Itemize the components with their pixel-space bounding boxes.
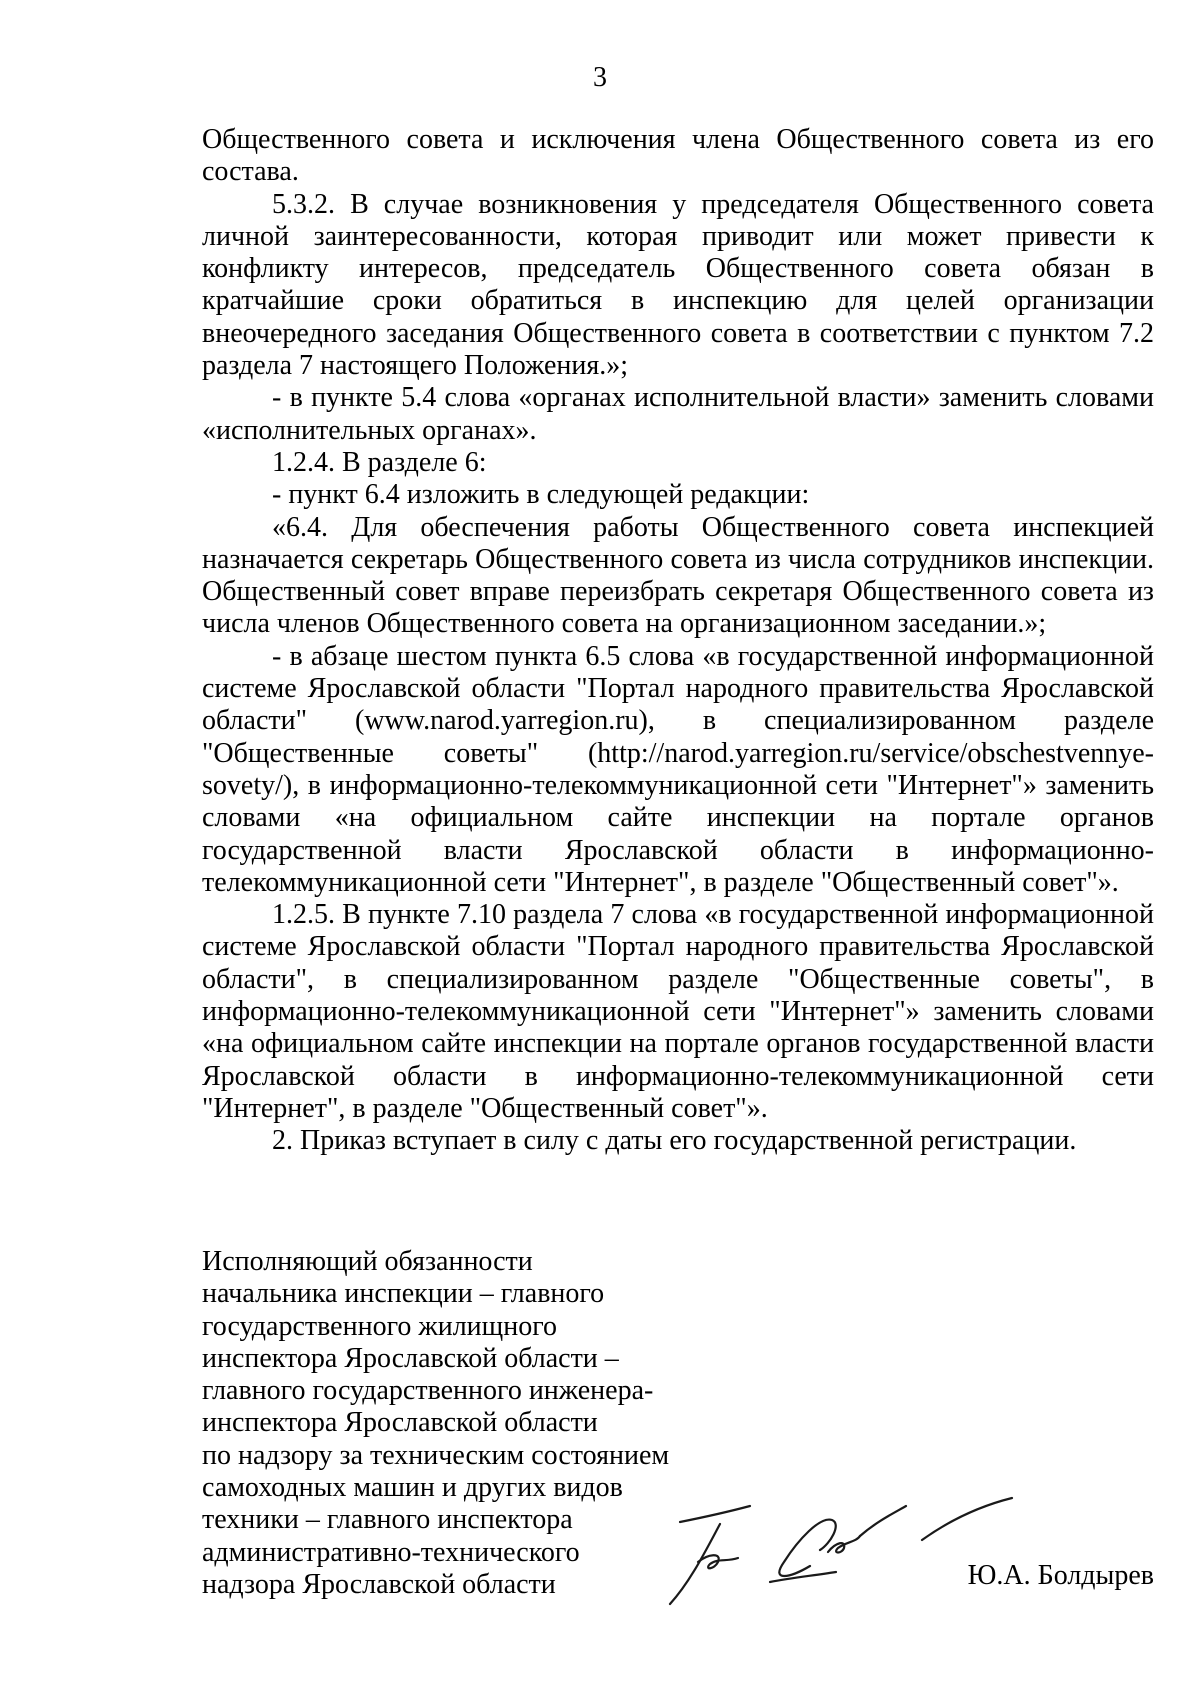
position-line: по надзору за техническим состоянием bbox=[202, 1439, 670, 1471]
position-line: государственного жилищного bbox=[202, 1310, 557, 1342]
paragraph-5-4-change: - в пункте 5.4 слова «органах исполнительной власти» заменить словами «исполнительных органах». bbox=[202, 382, 1154, 446]
position-line: административно-технического bbox=[202, 1536, 580, 1568]
position-line: начальника инспекции – главного bbox=[202, 1278, 605, 1310]
paragraph-6-4-text: «6.4. Для обеспечения работы Общественного совета инспекцией назначается секретарь Общественного совета из числа сотрудников инспекции. Общественный совет вправе переизбрать секретаря Общественного совета из числа членов Общественного совета на организационном заседании.»; bbox=[202, 511, 1154, 640]
signatory-position bbox=[202, 1246, 722, 1601]
position-line: самоходных машин и других видов bbox=[202, 1472, 623, 1504]
paragraph-continuation: Общественного совета и исключения члена Общественного совета из его состава. bbox=[202, 124, 1154, 188]
paragraph-6-5-change: - в абзаце шестом пункта 6.5 слова «в государственной информационной системе Ярославской области "Портал народного правительства Ярославской области" (www.narod.yarregion.ru), в специализированном разделе "Общественные советы" (http://narod.yarregion.ru/service/obschestvennye-sovety/), в информационно-телекоммуникационной сети "Интернет"» заменить словами «на официальном сайте инспекции на портале органов государственной власти Ярославской области в информационно-телекоммуникационной сети "Интернет", в разделе "Общественный совет"». bbox=[202, 640, 1154, 898]
paragraph-1-2-5: 1.2.5. В пункте 7.10 раздела 7 слова «в государственной информационной системе Ярославской области "Портал народного правительства Ярославской области", в специализированном разделе "Общественные советы", в информационно-телекоммуникационной сети "Интернет"» заменить словами «на официальном сайте инспекции на портале органов государственной власти Ярославской области в информационно-телекоммуникационной сети "Интернет", в разделе "Общественный совет"». bbox=[202, 899, 1154, 1124]
paragraph-2-entry-into-force: 2. Приказ вступает в силу с даты его государственной регистрации. bbox=[272, 1125, 1077, 1157]
document-body bbox=[202, 124, 1154, 1158]
position-line: надзора Ярославской области bbox=[202, 1568, 556, 1600]
paragraph-1-2-4: 1.2.4. В разделе 6: bbox=[272, 446, 487, 478]
position-line: Исполняющий обязанности bbox=[202, 1246, 533, 1277]
handwritten-signature bbox=[660, 1492, 1060, 1612]
paragraph-6-4-intro: - пункт 6.4 изложить в следующей редакции: bbox=[272, 479, 810, 511]
position-line: главного государственного инженера- bbox=[202, 1375, 654, 1407]
position-line: техники – главного инспектора bbox=[202, 1504, 573, 1536]
position-line: инспектора Ярославской области bbox=[202, 1407, 598, 1439]
paragraph-5-3-2: 5.3.2. В случае возникновения у председателя Общественного совета личной заинтересованности, которая приводит или может привести к конфликту интересов, председатель Общественного совета обязан в кратчайшие сроки обратиться в инспекцию для целей организации внеочередного заседания Общественного совета в соответствии с пунктом 7.2 раздела 7 настоящего Положения.»; bbox=[202, 188, 1154, 382]
position-line: инспектора Ярославской области – bbox=[202, 1342, 619, 1374]
signatory-name: Ю.А. Болдырев bbox=[967, 1560, 1154, 1591]
page-number: 3 bbox=[593, 62, 607, 93]
